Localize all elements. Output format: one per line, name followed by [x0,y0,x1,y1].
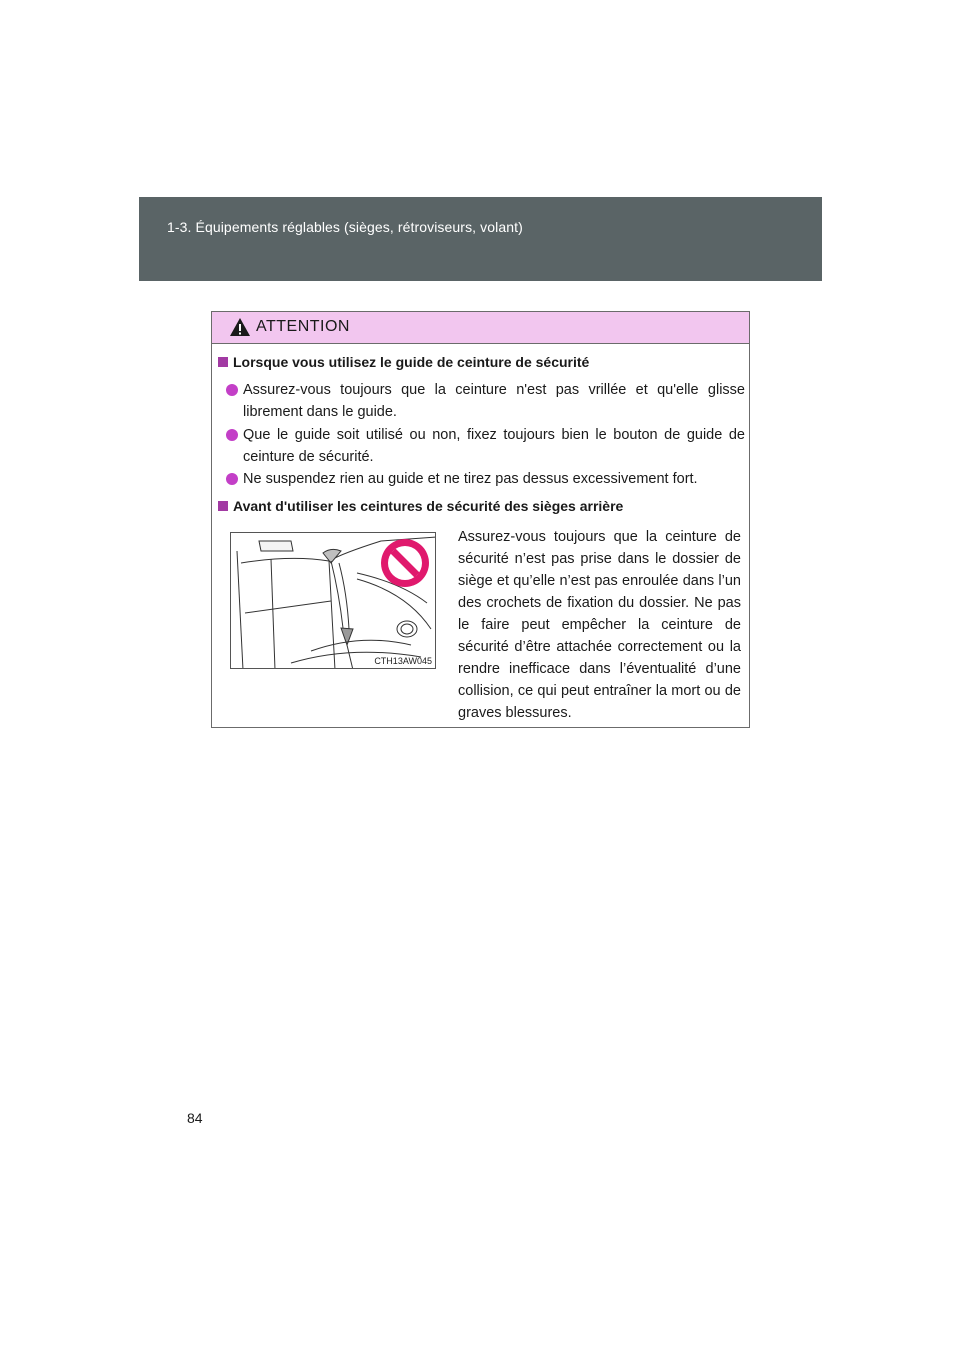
bullet-dot-icon [226,384,238,396]
square-bullet-icon [218,501,228,511]
square-bullet-icon [218,357,228,367]
section-title: 1-3. Équipements réglables (sièges, rétroviseurs, volant) [167,219,523,235]
warning-title: ATTENTION [256,318,350,335]
bullet-dot-icon [226,429,238,441]
warning-header [212,312,749,344]
section-header-band [139,197,822,281]
rear-belt-warning-text: Assurez-vous toujours que la ceinture de sécurité n’est pas prise dans le dossier de siège et qu’elle n’est pas enroulée dans l’un des crochets de fixation du dossier. Ne pas le faire peut empêcher la ceinture de sécurité d’être attachée correctement ou la rendre inefficace dans l’éventualité d’une collision, ce qui peut entraîner la mort ou de graves blessures. [458,529,741,721]
list-item [226,468,745,490]
list-item-text: Assurez-vous toujours que la ceinture n'est pas vrillée et qu'elle glisse librement dans le guide. [243,382,745,420]
list-item [226,379,745,423]
list-item [226,424,745,468]
page-number: 84 [187,1110,203,1126]
section-heading-belt-guide [218,354,589,370]
warning-triangle-icon [229,317,251,337]
section-heading-text: Avant d'utiliser les ceintures de sécurité des sièges arrière [233,498,624,514]
rear-seat-illustration [230,532,436,669]
warning-box [211,311,750,728]
list-item-text: Que le guide soit utilisé ou non, fixez toujours bien le bouton de guide de ceinture de sécurité. [243,427,745,465]
prohibited-icon [381,539,429,587]
bullet-dot-icon [226,473,238,485]
seat-belt-drawing [231,533,436,669]
illustration-code: CTH13AW045 [374,656,432,666]
section-heading-text: Lorsque vous utilisez le guide de ceinture de sécurité [233,354,590,370]
list-item-text: Ne suspendez rien au guide et ne tirez pas dessus excessivement fort. [243,471,698,487]
section-heading-rear-belts [218,498,623,514]
